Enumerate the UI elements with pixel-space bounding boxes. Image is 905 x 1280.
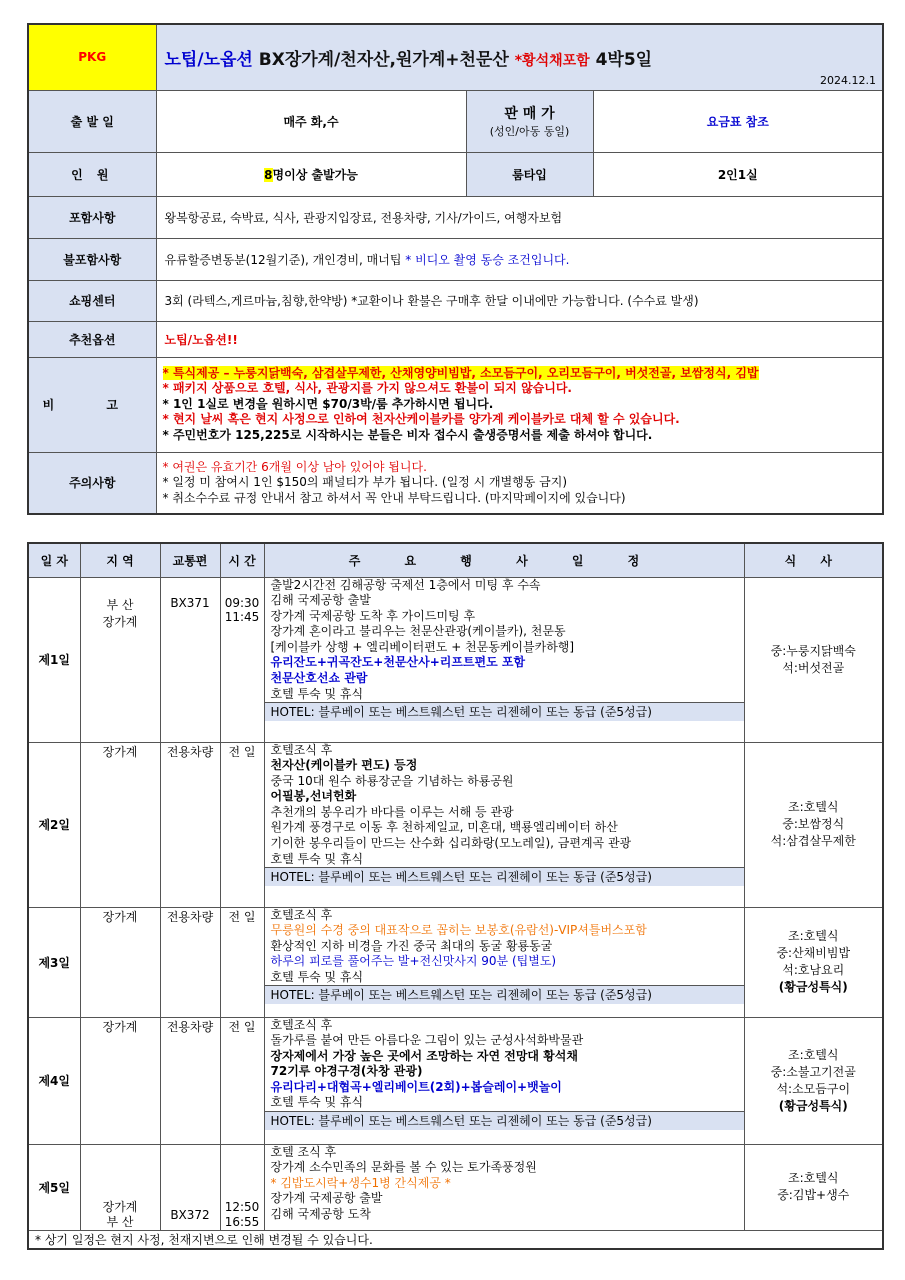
meal: 조:호텔식 xyxy=(788,800,839,814)
time: 11:45 xyxy=(224,609,260,624)
meal: (황금성특식) xyxy=(778,980,848,994)
excluded-note: * 비디오 촬영 동승 조건입니다. xyxy=(405,252,570,267)
region: 장가계 xyxy=(80,1017,160,1144)
header-transport: 교통편 xyxy=(160,543,220,577)
remark-item: * 현지 날씨 혹은 현지 사정으로 인하여 천자산케이블카를 양가계 케이블카로 대체 할 수 있습니다. xyxy=(162,412,680,427)
meal: 조:호텔식 xyxy=(788,1171,839,1185)
meals-cell xyxy=(744,1144,883,1230)
schedule-line: 유리다리+대협곡+엘리베이트(2회)+봅슬레이+뱃놀이 xyxy=(270,1079,562,1094)
hotel-info: HOTEL: 블루베이 또는 베스트웨스턴 또는 리젠헤이 또는 동급 (준5성급) xyxy=(265,702,744,721)
day-label: 제1일 xyxy=(28,577,80,742)
schedule-line: 호텔 투숙 및 휴식 xyxy=(270,969,364,984)
schedule-line: 김해 국제공항 출발 xyxy=(270,593,371,608)
schedule-line: 호텔조식 후 xyxy=(270,1017,333,1032)
schedule-line: 호텔 투숙 및 휴식 xyxy=(270,1095,364,1110)
document-date: 2024.12.1 xyxy=(820,73,877,87)
schedule-line: 장가계 국제공항 출발 xyxy=(270,1191,383,1206)
transport: BX371 xyxy=(160,577,220,742)
title-days: 4박5일 xyxy=(589,49,653,70)
shopping-label: 쇼핑센터 xyxy=(28,280,156,321)
schedule-line: 장가계 국제공항 도착 후 가이드미팅 후 xyxy=(270,608,476,623)
time: 09:30 xyxy=(224,595,260,610)
hotel-info: HOTEL: 블루베이 또는 베스트웨스턴 또는 리젠헤이 또는 동급 (준5성급) xyxy=(265,867,744,886)
meals-cell xyxy=(744,742,883,907)
people-highlight: 8 xyxy=(264,167,273,182)
remark-item: * 특식제공 – 누룽지닭백숙, 삼겹살무제한, 산채영양비빔밥, 소모듬구이, 오리모듬구이, 버섯전골, 보쌈정식, 김밥 xyxy=(162,365,759,380)
schedule-line: 어필봉,선녀헌화 xyxy=(270,789,357,804)
meal: 중:김밥+생수 xyxy=(777,1188,850,1202)
title-extra: *황석채포함 xyxy=(514,52,590,69)
transport: 전용차량 xyxy=(160,742,220,907)
footnote-row xyxy=(28,1230,883,1249)
remarks-list xyxy=(156,357,883,452)
schedule-line: 돌가루를 붙여 만든 아름다운 그림이 있는 군성사석화박물관 xyxy=(270,1033,584,1048)
region-cell xyxy=(80,577,160,742)
caution-item: * 여권은 유효기간 6개월 이상 남아 있어야 됩니다. xyxy=(162,459,427,474)
header-region: 지 역 xyxy=(80,543,160,577)
time-cell xyxy=(220,1144,264,1230)
schedule-line: 유리잔도+귀곡잔도+천문산사+리프트편도 포함 xyxy=(270,655,526,670)
time: 전 일 xyxy=(220,1017,264,1144)
schedule-line: 출발2시간전 김해공항 국제선 1층에서 미팅 후 수속 xyxy=(270,577,541,592)
region: 장가계 xyxy=(80,907,160,1017)
people-value: 명이상 출발가능 xyxy=(272,167,358,182)
people-label: 인 원 xyxy=(28,152,156,196)
meal: 중:산채비빔밥 xyxy=(776,946,851,960)
schedule-line: 기이한 봉우리들이 만드는 산수화 십리화랑(모노레일), 금편계곡 관광 xyxy=(270,836,632,851)
remark-item: * 1인 1실로 변경을 원하시면 $70/3박/룸 추가하시면 됩니다. xyxy=(162,396,494,411)
itinerary-table xyxy=(27,542,884,1250)
schedule-cell xyxy=(264,577,744,742)
time: 전 일 xyxy=(220,742,264,907)
schedule-line: 호텔 투숙 및 휴식 xyxy=(270,686,364,701)
shopping-value: 3회 (라텍스,게르마늄,침향,한약방) *교환이나 환불은 구매후 한달 이내에만 가능합니다. (수수료 발생) xyxy=(156,280,883,321)
price-label-cell xyxy=(466,90,593,152)
price-value: 요금표 참조 xyxy=(593,90,883,152)
table-row xyxy=(28,1017,883,1144)
remark-item: * 주민번호가 125,225로 시작하시는 분들은 비자 접수시 출생증명서를 제출 하셔야 합니다. xyxy=(162,427,653,442)
meal: 중:보쌈정식 xyxy=(782,817,845,831)
meal: (황금성특식) xyxy=(778,1098,848,1113)
caution-label: 주의사항 xyxy=(28,452,156,514)
time: 12:50 xyxy=(224,1199,260,1214)
caution-item: * 취소수수료 규정 안내서 참고 하셔서 꼭 안내 부탁드립니다. (마지막페이지에 있습니다) xyxy=(162,490,626,505)
transport: BX372 xyxy=(160,1144,220,1230)
hotel-info: HOTEL: 블루베이 또는 베스트웨스턴 또는 리젠헤이 또는 동급 (준5성급) xyxy=(265,985,744,1004)
excluded-value: 유류할증변동분(12월기준), 개인경비, 매너팁 xyxy=(164,252,406,267)
excluded-cell xyxy=(156,238,883,280)
people-value-cell xyxy=(156,152,466,196)
day-label: 제5일 xyxy=(28,1144,80,1230)
hotel-info: HOTEL: 블루베이 또는 베스트웨스턴 또는 리젠헤이 또는 동급 (준5성급) xyxy=(265,1111,744,1130)
recommend-label: 추천옵션 xyxy=(28,321,156,357)
time: 16:55 xyxy=(224,1214,260,1229)
title-main: 노팁/노옵션 xyxy=(164,49,259,70)
schedule-line: 김해 국제공항 도착 xyxy=(270,1206,371,1221)
header-meals: 식 사 xyxy=(744,543,883,577)
header-time: 시 간 xyxy=(220,543,264,577)
departure-value: 매주 화,수 xyxy=(156,90,466,152)
table-row xyxy=(28,907,883,1017)
meal: 석:삼겹살무제한 xyxy=(770,834,856,848)
schedule-line: 천문산호선쇼 관람 xyxy=(270,671,368,686)
schedule-line: 호텔 조식 후 xyxy=(270,1144,337,1159)
excluded-label: 불포함사항 xyxy=(28,238,156,280)
footnote: * 상기 일정은 현지 사정, 천재지변으로 인해 변경될 수 있습니다. xyxy=(28,1230,883,1249)
transport: 전용차량 xyxy=(160,907,220,1017)
table-row xyxy=(28,1144,883,1230)
schedule-line: 하루의 피로를 풀어주는 발+전신맛사지 90분 (팁별도) xyxy=(270,954,557,969)
region: 부 산 xyxy=(106,597,134,612)
meal: 석:버섯전골 xyxy=(782,660,845,675)
region: 장가계 xyxy=(80,742,160,907)
remarks-label: 비 고 xyxy=(28,357,156,452)
schedule-cell xyxy=(264,742,744,907)
region: 부 산 xyxy=(106,1214,134,1229)
schedule-cell xyxy=(264,1144,744,1230)
schedule-line: 천자산(케이블카 편도) 등정 xyxy=(270,758,418,773)
schedule-line: 장가계 혼이라고 불리우는 천문산관광(케이블카), 천문동 xyxy=(270,624,566,639)
price-sublabel: (성인/아동 동일) xyxy=(489,125,570,138)
included-value: 왕복항공료, 숙박료, 식사, 관광지입장료, 전용차량, 기사/가이드, 여행자보험 xyxy=(156,196,883,238)
schedule-line: 72기루 야경구경(차창 관광) xyxy=(270,1064,423,1079)
schedule-line: 중국 10대 원수 하룡장군을 기념하는 하룡공원 xyxy=(270,773,514,788)
room-value: 2인1실 xyxy=(593,152,883,196)
header-schedule: 주 요 행 사 일 정 xyxy=(264,543,744,577)
schedule-cell xyxy=(264,1017,744,1144)
meal: 조:호텔식 xyxy=(788,929,839,943)
day-label: 제2일 xyxy=(28,742,80,907)
package-info-table xyxy=(27,23,884,515)
title-bar xyxy=(156,24,883,90)
meal: 중:소불고기전골 xyxy=(770,1064,856,1079)
time: 전 일 xyxy=(220,907,264,1017)
meals-cell xyxy=(744,577,883,742)
meal: 석:호남요리 xyxy=(782,963,845,977)
region: 장가계 xyxy=(102,1199,138,1214)
price-label: 판 매 가 xyxy=(504,106,555,122)
schedule-line: 호텔조식 후 xyxy=(270,907,333,922)
meal: 조:호텔식 xyxy=(788,1047,839,1062)
remark-item: * 패키지 상품으로 호텔, 식사, 관광지를 가지 않으셔도 환불이 되지 않습니다. xyxy=(162,381,572,396)
schedule-line: 원가계 풍경구로 이동 후 천하제일교, 미혼대, 백룡엘리베이터 하산 xyxy=(270,820,618,835)
schedule-line: 환상적인 지하 비경을 가진 중국 최대의 동굴 황룡동굴 xyxy=(270,938,553,953)
pkg-label: PKG xyxy=(78,50,107,65)
transport: 전용차량 xyxy=(160,1017,220,1144)
departure-label: 출 발 일 xyxy=(28,90,156,152)
schedule-line: 추천개의 봉우리가 바다를 이루는 서해 등 관광 xyxy=(270,804,514,819)
caution-item: * 일정 미 참여시 1인 $150의 패널티가 부가 됩니다. (일정 시 개별행동 금지) xyxy=(162,475,568,489)
pkg-badge xyxy=(28,24,156,90)
table-row xyxy=(28,577,883,742)
region-cell xyxy=(80,1144,160,1230)
day-label: 제3일 xyxy=(28,907,80,1017)
time-cell xyxy=(220,577,264,742)
meal: 중:누룽지닭백숙 xyxy=(770,643,856,658)
schedule-line: 무릉원의 수경 중의 대표작으로 꼽히는 보봉호(유람선)-VIP셔틀버스포함 xyxy=(270,923,647,938)
itinerary-header-row xyxy=(28,543,883,577)
schedule-cell xyxy=(264,907,744,1017)
region: 장가계 xyxy=(102,614,138,629)
schedule-line: 호텔 투숙 및 휴식 xyxy=(270,851,364,866)
title-route: BX장가계/천자산,원가계+천문산 xyxy=(258,49,515,70)
meals-cell xyxy=(744,907,883,1017)
caution-list xyxy=(156,452,883,514)
schedule-line: [케이블카 상행 + 엘리베이터편도 + 천문동케이블카하행] xyxy=(270,639,575,654)
included-label: 포함사항 xyxy=(28,196,156,238)
recommend-value: 노팁/노옵션!! xyxy=(156,321,883,357)
schedule-line: 장자제에서 가장 높은 곳에서 조망하는 자연 전망대 황석채 xyxy=(270,1048,578,1063)
schedule-line: 장가계 소수민족의 문화를 볼 수 있는 토가족풍정원 xyxy=(270,1160,537,1175)
schedule-line: 호텔조식 후 xyxy=(270,742,333,757)
schedule-line: * 김밥도시락+생수1병 간식제공 * xyxy=(270,1175,451,1190)
header-day: 일 자 xyxy=(28,543,80,577)
table-row xyxy=(28,742,883,907)
day-label: 제4일 xyxy=(28,1017,80,1144)
room-label: 룸타입 xyxy=(466,152,593,196)
meals-cell xyxy=(744,1017,883,1144)
meal: 석:소모듬구이 xyxy=(776,1081,851,1096)
